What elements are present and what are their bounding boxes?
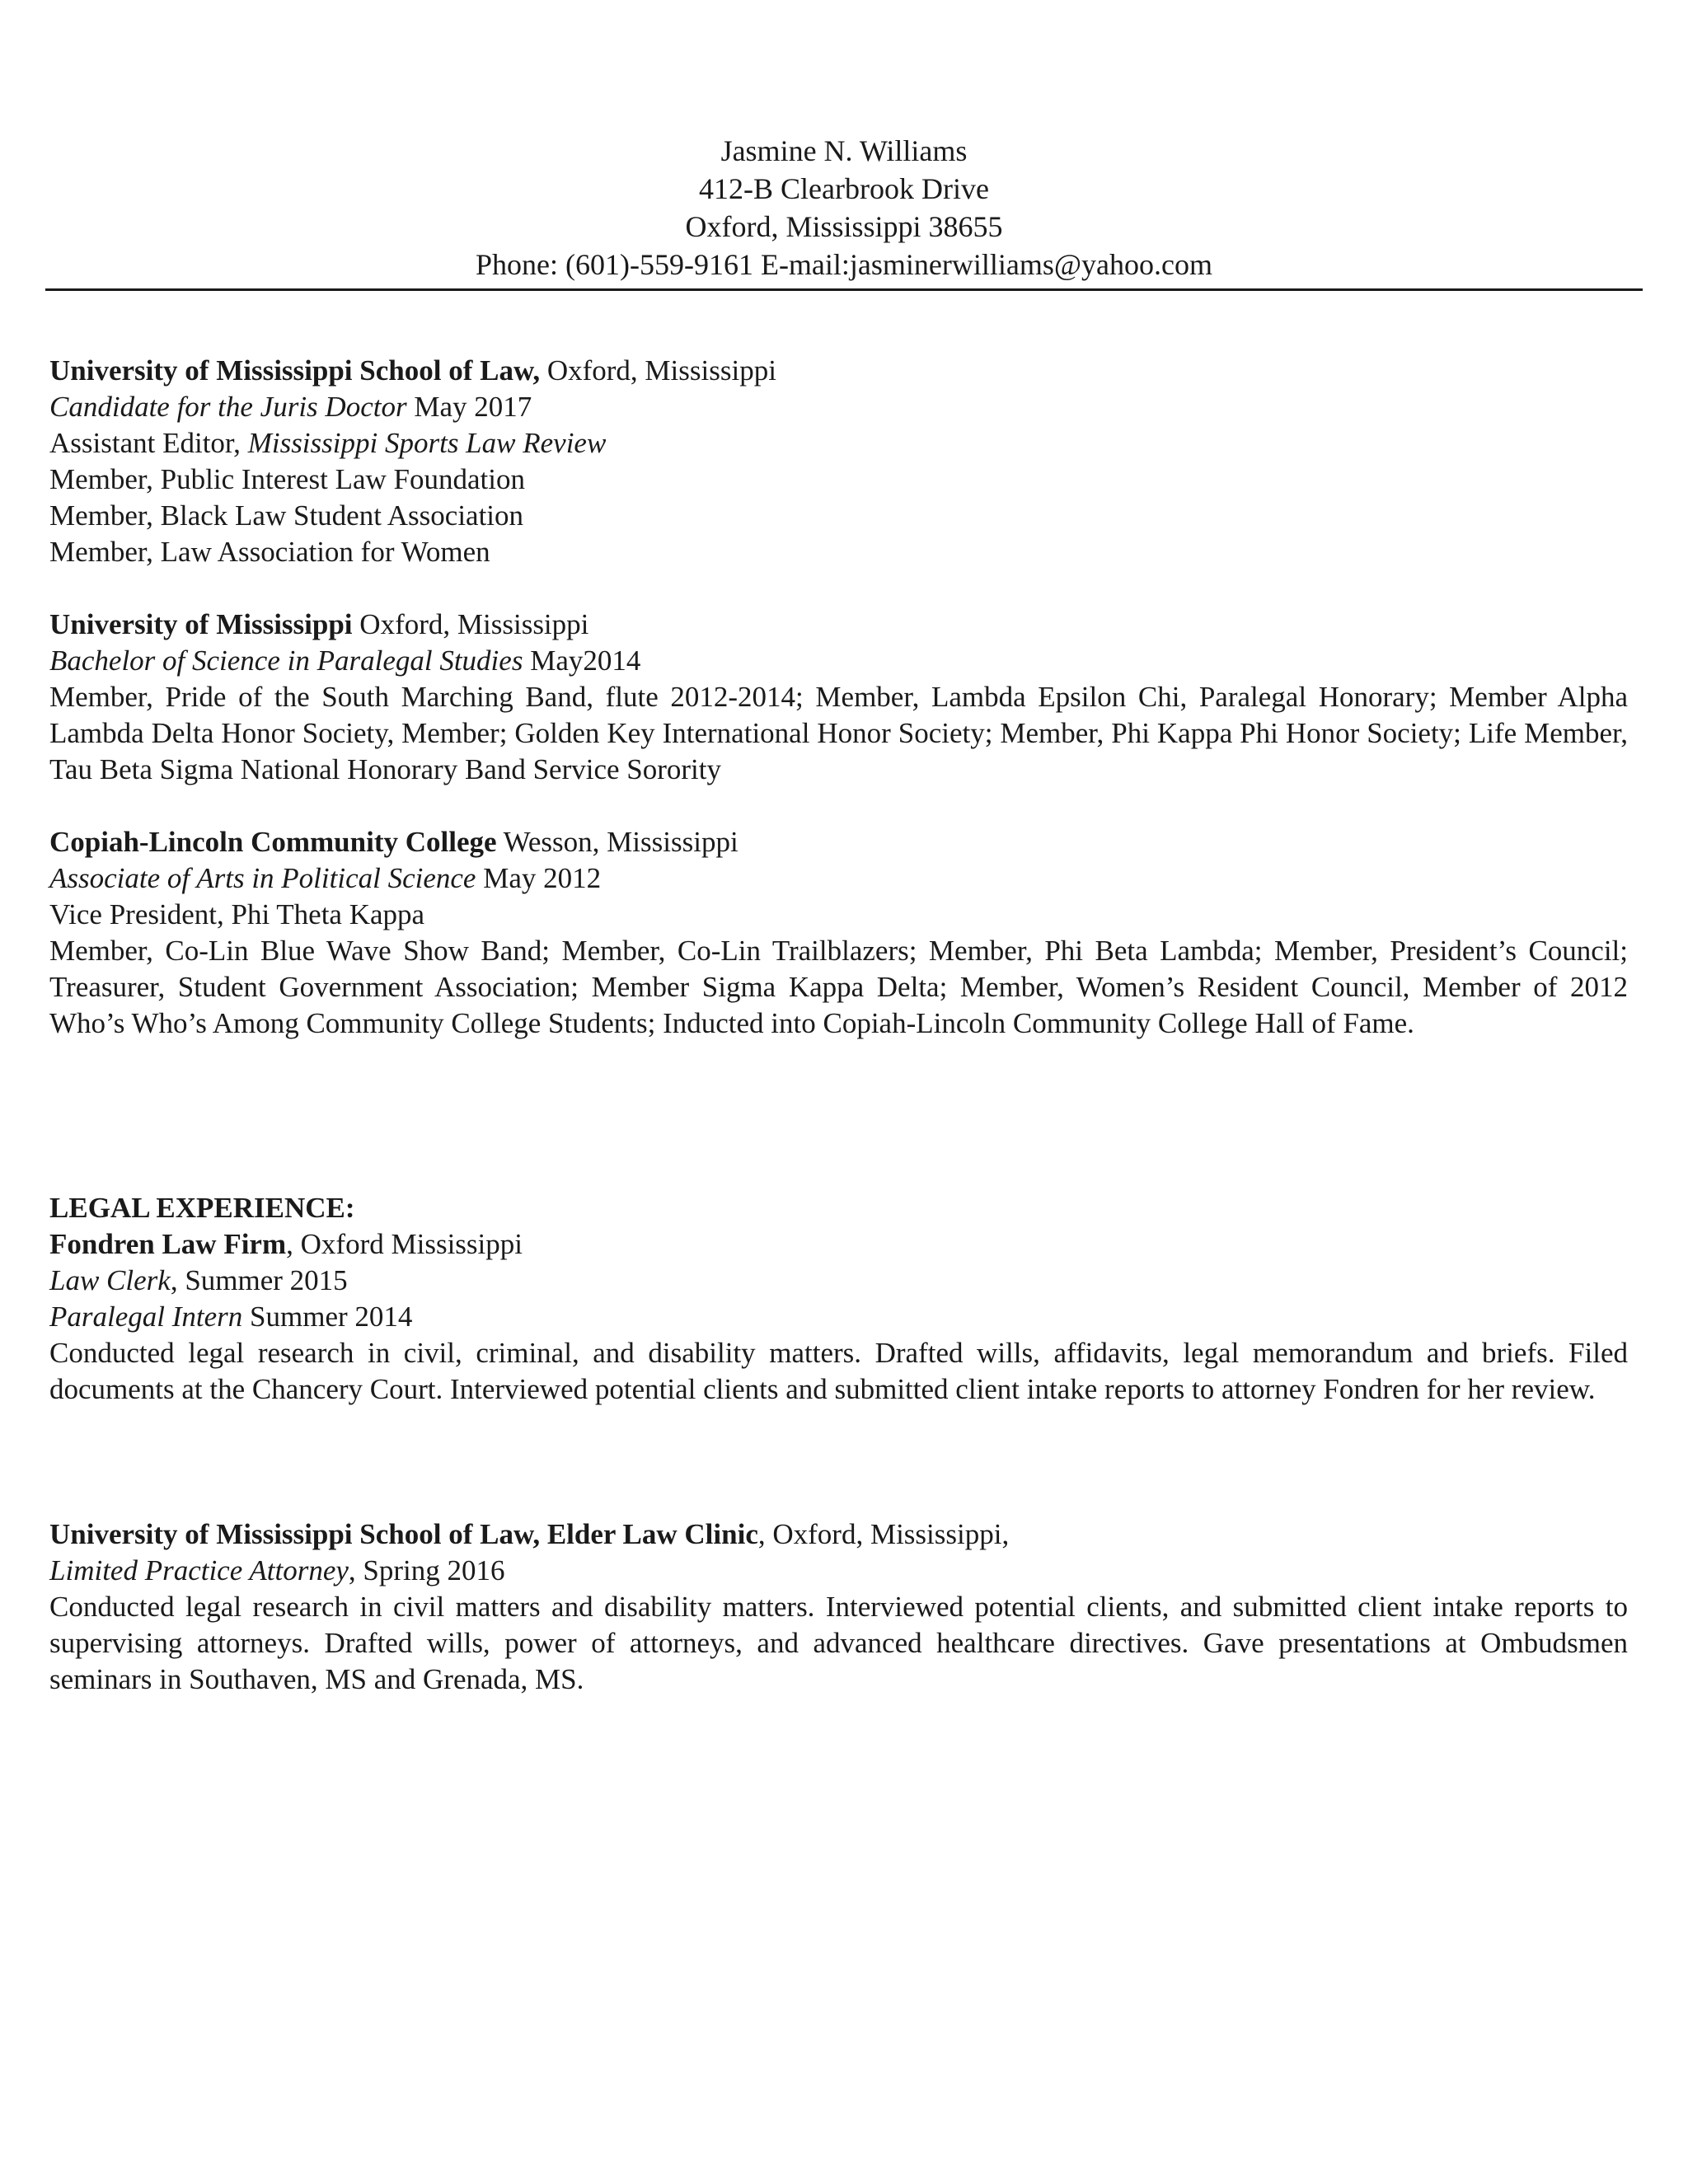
- degree: Bachelor of Science in Paralegal Studies: [49, 644, 523, 677]
- education-undergrad: [49, 607, 1632, 788]
- section-heading: LEGAL EXPERIENCE:: [49, 1192, 355, 1224]
- degree-date: May2014: [523, 644, 641, 677]
- degree-date: May 2017: [406, 391, 532, 423]
- header-divider: [45, 288, 1643, 291]
- role-line: [49, 1263, 1632, 1299]
- role-title: Paralegal Intern: [49, 1301, 243, 1333]
- degree: Associate of Arts in Political Science: [49, 862, 476, 894]
- applicant-name: Jasmine N. Williams: [720, 134, 968, 167]
- legal-experience-section: [49, 1190, 1632, 1408]
- education-law-school: [49, 353, 1632, 570]
- legal-experience-clinic: [49, 1516, 1632, 1698]
- role-line: [49, 1553, 1632, 1589]
- activity-item: Member, Black Law Student Association: [49, 499, 524, 532]
- activity-item: Assistant Editor, Mississippi Sports Law Review: [49, 427, 607, 459]
- activities-paragraph: Member, Co-Lin Blue Wave Show Band; Member, Co-Lin Trailblazers; Member, Phi Beta Lambda; Member, President’s Council; Treasurer, Student Government Association; Member Sigma Kappa Delta; Member, Women’s Resident Council, Member of 2012 Who’s Who’s Among Community College Students; Inducted into Copiah-Lincoln Community College Hall of Fame.: [49, 935, 1628, 1039]
- school-location: Oxford, Mississippi: [352, 608, 589, 640]
- address-line-1: 412-B Clearbrook Drive: [699, 172, 989, 205]
- address-line-2: Oxford, Mississippi 38655: [685, 210, 1003, 243]
- activity-item: Member, Law Association for Women: [49, 536, 490, 568]
- role-line: [49, 1299, 1632, 1335]
- school-name: University of Mississippi: [49, 608, 353, 640]
- resume-header: [0, 132, 1688, 284]
- school-location: Wesson, Mississippi: [496, 826, 738, 858]
- role-date: , Spring 2016: [348, 1554, 505, 1586]
- role-date: Summer 2014: [242, 1301, 413, 1333]
- school-location: Oxford, Mississippi: [540, 354, 776, 387]
- employer-location: , Oxford, Mississippi,: [757, 1518, 1010, 1550]
- degree-date: May 2012: [476, 862, 602, 894]
- employer-location: , Oxford Mississippi: [286, 1228, 523, 1260]
- role-date: , Summer 2015: [170, 1264, 348, 1296]
- role-title: Limited Practice Attorney: [49, 1554, 349, 1586]
- employer-name: University of Mississippi School of Law, Elder Law Clinic: [49, 1518, 758, 1550]
- school-name: University of Mississippi School of Law,: [49, 354, 541, 387]
- job-description: Conducted legal research in civil, criminal, and disability matters. Drafted wills, affidavits, legal memorandum and briefs. Filed documents at the Chancery Court. Interviewed potential clients and submitted client intake reports to attorney Fondren for her review.: [49, 1337, 1628, 1405]
- activity-item: Vice President, Phi Theta Kappa: [49, 898, 425, 930]
- school-name: Copiah-Lincoln Community College: [49, 826, 497, 858]
- degree: Candidate for the Juris Doctor: [49, 391, 407, 423]
- activities-paragraph: Member, Pride of the South Marching Band, flute 2012-2014; Member, Lambda Epsilon Chi, Paralegal Honorary; Member Alpha Lambda Delta Honor Society, Member; Golden Key International Honor Society; Member, Phi Kappa Phi Honor Society; Life Member, Tau Beta Sigma National Honorary Band Service Sorority: [49, 681, 1628, 785]
- education-community-college: [49, 824, 1632, 1042]
- role-title: Law Clerk: [49, 1264, 171, 1296]
- employer-name: Fondren Law Firm: [49, 1228, 287, 1260]
- activity-item: Member, Public Interest Law Foundation: [49, 463, 525, 495]
- job-description: Conducted legal research in civil matters and disability matters. Interviewed potential clients, and submitted client intake reports to supervising attorneys. Drafted wills, power of attorneys, and advanced healthcare directives. Gave presentations at Ombudsmen seminars in Southaven, MS and Grenada, MS.: [49, 1591, 1628, 1695]
- contact-line: Phone: (601)-559-9161 E-mail:jasminerwilliams@yahoo.com: [476, 248, 1212, 281]
